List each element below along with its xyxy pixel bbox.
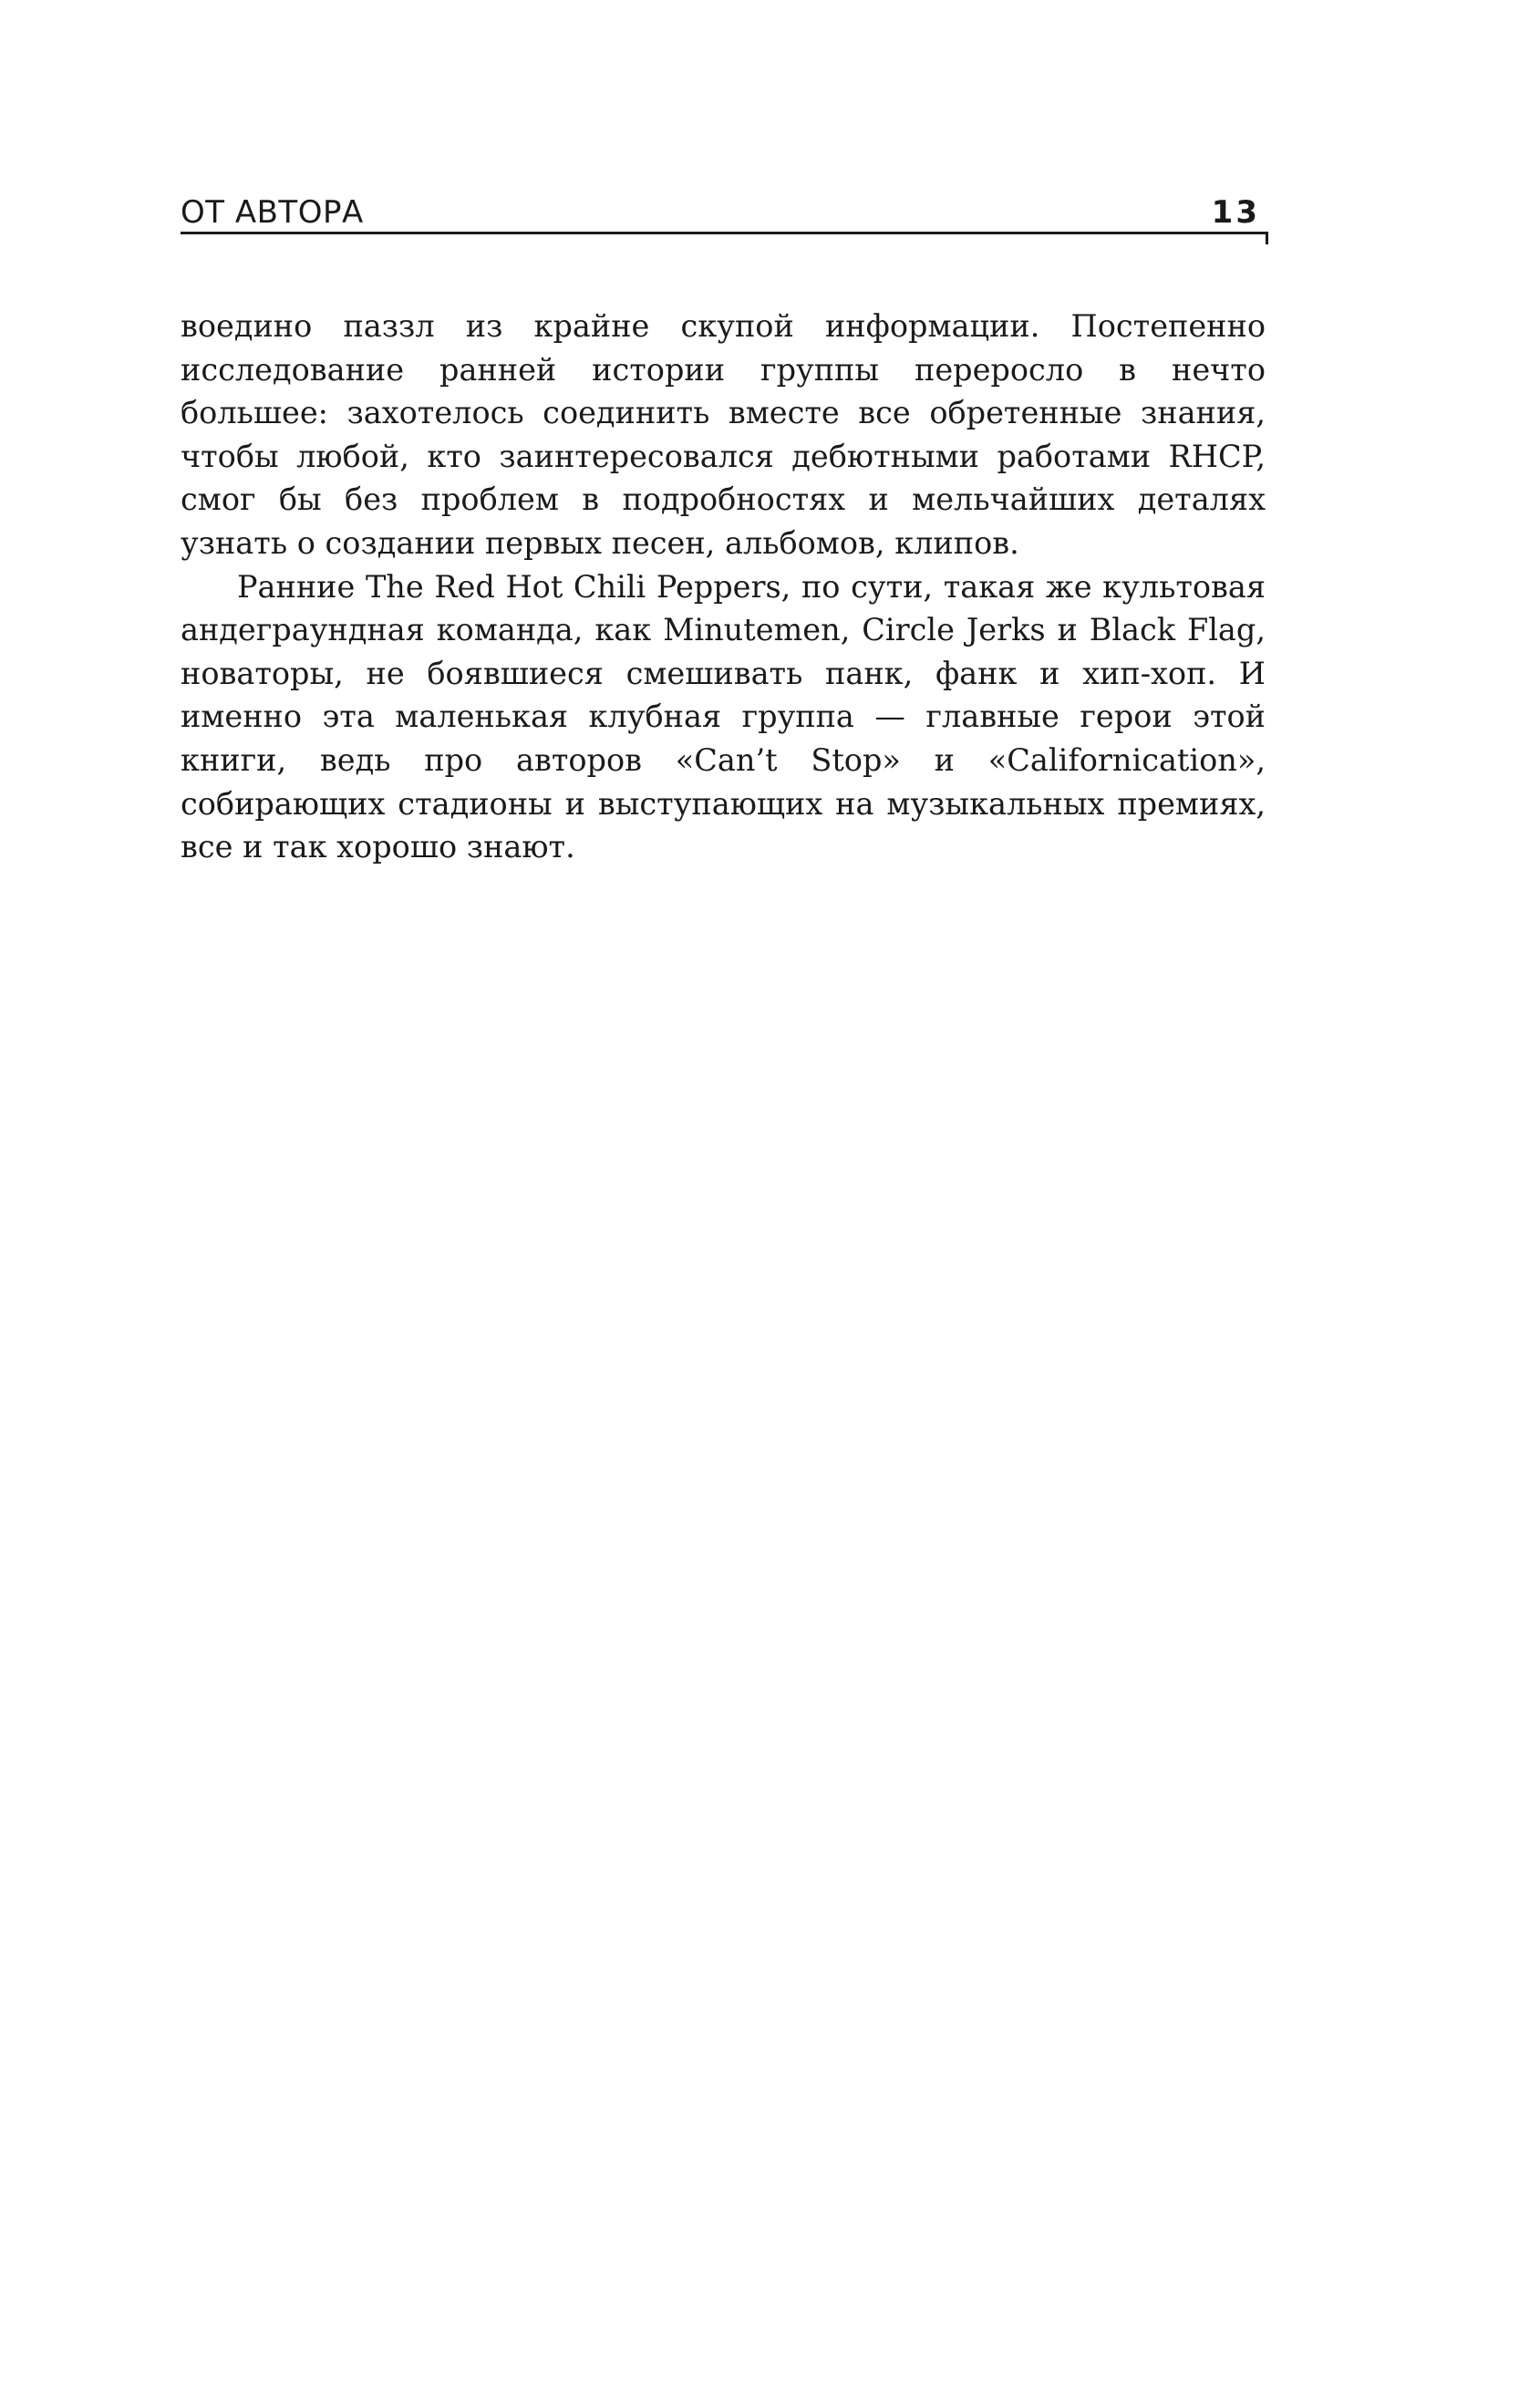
header-rule-tick [1266, 232, 1268, 244]
running-header [181, 188, 1266, 234]
page-number: 13 [1211, 194, 1260, 231]
section-title: ОТ АВТОРА [181, 194, 364, 231]
paragraph-continued: воедино паззл из крайне скупой информации. Постепенно исследование ранней истории группы переросло в нечто большее: захотелось соединить вместе все обретенные знания, чтобы любой, кто заинтересовался дебютными работами RHCP, смог бы без проблем в подробностях и мельчайших деталях узнать о создании первых песен, альбомов, клипов. [181, 308, 1266, 561]
paragraph: Ранние The Red Hot Chili Peppers, по сути, такая же культовая андеграундная команда, как Minutemen, Circle Jerks и Black Flag, новаторы, не боявшиеся смешивать панк, фанк и хип-хоп. И именно эта маленькая клубная группа — главные герои этой книги, ведь про авторов «Can’t Stop» и «Californication», собирающих стадионы и выступающих на музыкальных премиях, все и так хорошо знают. [181, 568, 1266, 865]
body-text [181, 305, 1266, 869]
